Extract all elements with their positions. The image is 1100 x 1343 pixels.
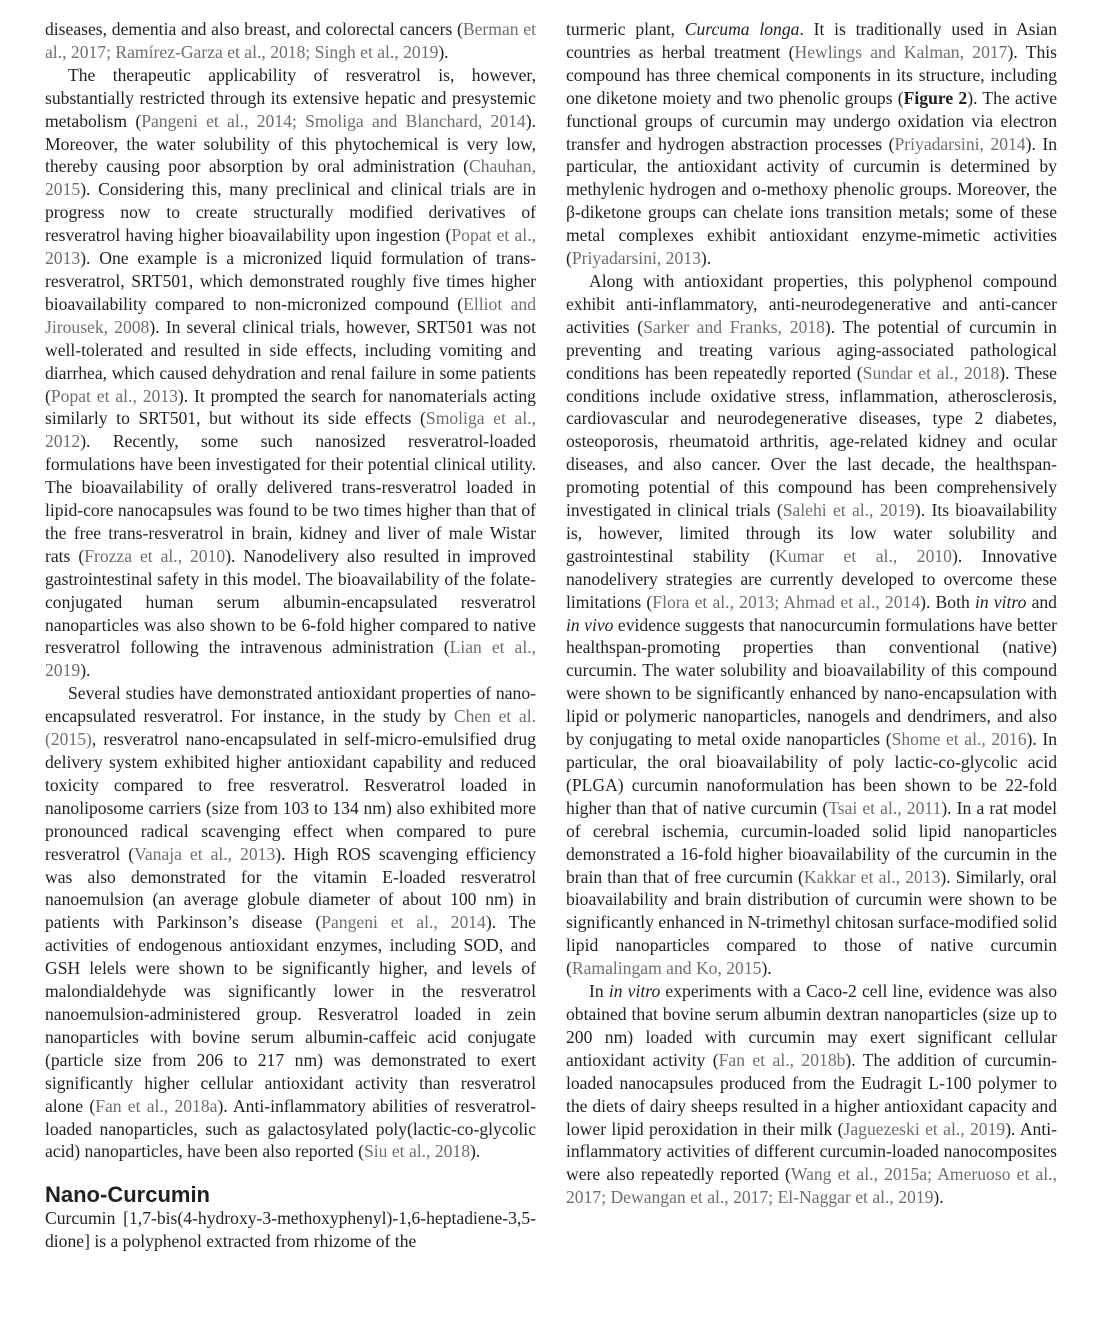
citation-link[interactable]: Fan et al., 2018b (718, 1049, 846, 1070)
text-run: evidence suggests that nanocurcumin formulations have better healthspan-promoting properties than conventional (native) curcumin. The water solubility and bioavailability of this compound were shown to be significantly enhanced by nano-encapsulation with lipid or polymeric nanoparticles, nanogels and dendrimers, and also by conjugating to metal oxide nanoparticles ( (566, 614, 1057, 750)
citation-link[interactable]: Pangeni et al., 2014 (321, 912, 486, 933)
text-run: ). Innovative nanodelivery strategies are currently developed to overcome these limitations ( (566, 545, 1057, 612)
text-run: ). Similarly, oral bioavailability and brain distribution of curcumin were shown to be significantly enhanced in N-trimethyl chitosan surface-modified solid lipid nanoparticles compared to those of native curcumin ( (566, 866, 1057, 979)
text-run: The therapeutic applicability of resveratrol is, however, substantially restricted through its extensive hepatic and presystemic metabolism ( (45, 64, 536, 131)
citation-link[interactable]: Ramalingam and Ko, 2015 (571, 958, 762, 979)
citation-link[interactable]: Kakkar et al., 2013 (803, 866, 941, 887)
citation-link[interactable]: Hewlings and Kalman, 2017 (794, 41, 1008, 62)
text-run: ). The addition of curcumin-loaded nanocapsules produced from the Eudragit L-100 polymer to the diets of dairy sheeps resulted in a higher antioxidant capacity and lower lipid peroxidation in their milk ( (566, 1049, 1057, 1139)
text-run: ). In a rat model of cerebral ischemia, curcumin-loaded solid lipid nanoparticles demonstrated a 16-fold higher bioavailability of the curcumin in the brain than that of free curcumin ( (566, 797, 1057, 887)
text-run: ). This compound has three chemical components in its structure, including one diketone moiety and two phenolic groups ( (566, 41, 1057, 108)
text-run: ). (761, 958, 772, 979)
citation-link[interactable]: Sarker and Franks, 2018 (643, 316, 825, 337)
paragraph (45, 18, 536, 64)
citation-link[interactable]: Vanaja et al., 2013 (134, 843, 276, 864)
citation-link[interactable]: Sundar et al., 2018 (862, 362, 1000, 383)
text-run: ). Nanodelivery also resulted in improved gastrointestinal safety in this model. The bioavailability of the folate-conjugated human serum albumin-encapsulated resveratrol nanoparticles was also shown to be 6-fold higher compared to native resveratrol following the intravenous administration ( (45, 545, 536, 658)
citation-link[interactable]: Berman et al., 2017; Ramírez-Garza et al., 2018; Singh et al., 2019 (45, 19, 536, 62)
left-column (45, 18, 536, 1253)
text-run: ). One example is a micronized liquid formulation of trans-resveratrol, SRT501, which demonstrated roughly five times higher bioavailability compared to non-micronized compound ( (45, 248, 536, 314)
text-run: experiments with a Caco-2 cell line, evidence was also obtained that bovine serum albumin dextran nanoparticles (size up to 200 nm) loaded with curcumin may exert significant cellular antioxidant activity ( (566, 981, 1057, 1070)
citation-link[interactable]: Flora et al., 2013; Ahmad et al., 2014 (652, 591, 921, 612)
text-run: Several studies have demonstrated antioxidant properties of nano-encapsulated resveratrol. For instance, in the study by (45, 683, 536, 727)
citation-link[interactable]: Popat et al., 2013 (45, 225, 536, 269)
text-run: ). Recently, some such nanosized resveratrol-loaded formulations have been investigated for their potential clinical utility. The bioavailability of orally delivered trans-resveratrol loaded in lipid-core nanocapsules was found to be two times higher than that of the free trans-resveratrol in brain, kidney and liver of male Wistar rats ( (45, 431, 536, 566)
italic-text: in vitro (608, 981, 661, 1002)
right-paragraphs (566, 18, 1057, 1209)
left-paragraphs (45, 18, 536, 1163)
text-run: ). In several clinical trials, however, SRT501 was not well-tolerated and resulted in side effects, including vomiting and diarrhea, which caused dehydration and renal failure in some patients ( (45, 316, 537, 406)
citation-link[interactable]: Fan et al., 2018a (95, 1095, 218, 1116)
text-run: ). Moreover, the water solubility of this phytochemical is very low, thereby causing poor absorption by oral administration ( (45, 110, 536, 177)
citation-link[interactable]: Chauhan, 2015 (45, 156, 536, 200)
text-run: diseases, dementia and also breast, and colorectal cancers ( (45, 19, 463, 39)
text-run: ). Anti-inflammatory abilities of resveratrol-loaded nanoparticles, such as galactosylated poly(lactic-co-glycolic acid) nanoparticles, have been also reported ( (45, 1095, 536, 1162)
citation-link[interactable]: Elliot and Jirousek, 2008 (45, 293, 536, 337)
text-run: ). Anti-inflammatory activities of different curcumin-loaded nanocomposites were also repeatedly reported ( (566, 1118, 1057, 1185)
text-run: ). In particular, the oral bioavailability of poly lactic-co-glycolic acid (PLGA) curcumin nanoformulation has been shown to be 22-fold higher than that of native curcumin ( (566, 729, 1057, 818)
text-run: , resveratrol nano-encapsulated in self-micro-emulsified drug delivery system exhibited higher antioxidant capability and reduced toxicity compared to free resveratrol. Resveratrol loaded in nanoliposome carriers (size from 103 to 134 nm) also exhibited more pronounced radical scavenging effect when compared to pure resveratrol ( (45, 729, 536, 864)
citation-link[interactable]: Priyadarsini, 2014 (894, 133, 1026, 154)
text-run: ). (700, 248, 712, 269)
text-run: turmeric plant, (566, 19, 685, 39)
citation-link[interactable]: Pangeni et al., 2014; Smoliga and Blanchard, 2014 (141, 110, 526, 131)
text-run: ). The active functional groups of curcumin may undergo oxidation via electron transfer and hydrogen abstraction processes ( (566, 87, 1058, 154)
right-column (566, 18, 1057, 1209)
text-run: ). (470, 1141, 481, 1162)
text-run: ). High ROS scavenging efficiency was also demonstrated for the vitamin E-loaded resveratrol nanoemulsion (an average globule diameter of about 100 nm) in patients with Parkinson’s disease ( (45, 843, 536, 933)
italic-text: in vivo (566, 614, 614, 635)
italic-text: Curcuma longa (684, 19, 800, 39)
citation-link[interactable]: Smoliga et al., 2012 (45, 408, 537, 452)
section-intro-paragraph (45, 1207, 536, 1253)
text-run: . It is traditionally used in Asian countries as herbal treatment ( (566, 19, 1058, 62)
text-run: ). Considering this, many preclinical and clinical trials are in progress now to create structurally modified derivatives of resveratrol having higher bioavailability upon ingestion ( (45, 179, 536, 246)
text-run: In (589, 981, 609, 1002)
figure-reference[interactable]: Figure 2 (903, 87, 968, 108)
text-run: ). It prompted the search for nanomaterials acting similarly to SRT501, but without its side effects ( (45, 385, 536, 429)
text-run: ). In particular, the antioxidant activity of curcumin is determined by methylenic hydrogen and o-methoxy phenolic groups. Moreover, the β-diketone groups can chelate ions transition metals; some of these metal complexes exhibit antioxidant enzyme-mimetic activities ( (566, 133, 1057, 269)
section-heading-nano-curcumin: Nano-Curcumin (45, 1182, 210, 1208)
paragraph (566, 270, 1057, 980)
citation-link[interactable]: Wang et al., 2015a; Ameruoso et al., 2017; Dewangan et al., 2017; El-Naggar et al., 2019 (566, 1164, 1057, 1208)
text-run: and (1026, 591, 1057, 612)
citation-link[interactable]: Priyadarsini, 2013 (571, 248, 701, 269)
text-run: ). These conditions include oxidative stress, inflammation, atherosclerosis, cardiovascular and neurodegenerative diseases, type 2 diabetes, osteoporosis, rheumatoid arthritis, age-related kidney and ocular diseases, and also cancer. Over the last decade, the healthspan-promoting potential of this compound has been comprehensively investigated in clinical trials ( (566, 362, 1057, 521)
citation-link[interactable]: Shome et al., 2016 (891, 729, 1027, 750)
citation-link[interactable]: Kumar et al., 2010 (775, 545, 952, 566)
paragraph (45, 682, 536, 1163)
text-run: ). The activities of endogenous antioxidant enzymes, including SOD, and GSH lelels were shown to be significantly higher, and levels of malondialdehyde was significantly lower in the resveratrol nanoemulsion-administered group. Resveratrol loaded in zein nanoparticles with bovine serum albumin-caffeic acid conjugate (particle size from 206 to 217 nm) was demonstrated to exert significantly higher cellular antioxidant activity than resveratrol alone ( (45, 912, 536, 1116)
paragraph (566, 980, 1057, 1209)
italic-text: in vitro (974, 591, 1027, 612)
text-run: ). The potential of curcumin in preventing and treating various aging-associated pathological conditions has been repeatedly reported ( (566, 316, 1057, 383)
citation-link[interactable]: Siu et al., 2018 (363, 1141, 471, 1162)
text-run: ). (933, 1187, 944, 1208)
citation-link[interactable]: Jaguezeski et al., 2019 (843, 1118, 1006, 1139)
text-run: ). (80, 660, 91, 681)
text-run: Curcumin [1,7-bis(4-hydroxy-3-methoxyphenyl)-1,6-heptadiene-3,5-dione] is a polyphenol extracted from rhizome of the (45, 1208, 536, 1252)
paragraph (45, 1207, 536, 1253)
text-run: Along with antioxidant properties, this polyphenol compound exhibit anti-inflammatory, anti-neurodegenerative and anti-cancer activities ( (566, 270, 1057, 337)
text-run: ). Its bioavailability is, however, limited through its low water solubility and gastrointestinal stability ( (566, 500, 1057, 566)
citation-link[interactable]: Popat et al., 2013 (50, 385, 178, 406)
text-run: ). Both (920, 591, 975, 612)
citation-link[interactable]: Chen et al. (2015) (45, 706, 536, 750)
citation-link[interactable]: Tsai et al., 2011 (828, 797, 942, 818)
citation-link[interactable]: Frozza et al., 2010 (84, 545, 226, 566)
citation-link[interactable]: Lian et al., 2019 (45, 637, 536, 681)
citation-link[interactable]: Salehi et al., 2019 (782, 500, 915, 521)
text-run: ). (438, 41, 449, 62)
paragraph (45, 64, 536, 682)
paragraph (566, 18, 1057, 270)
